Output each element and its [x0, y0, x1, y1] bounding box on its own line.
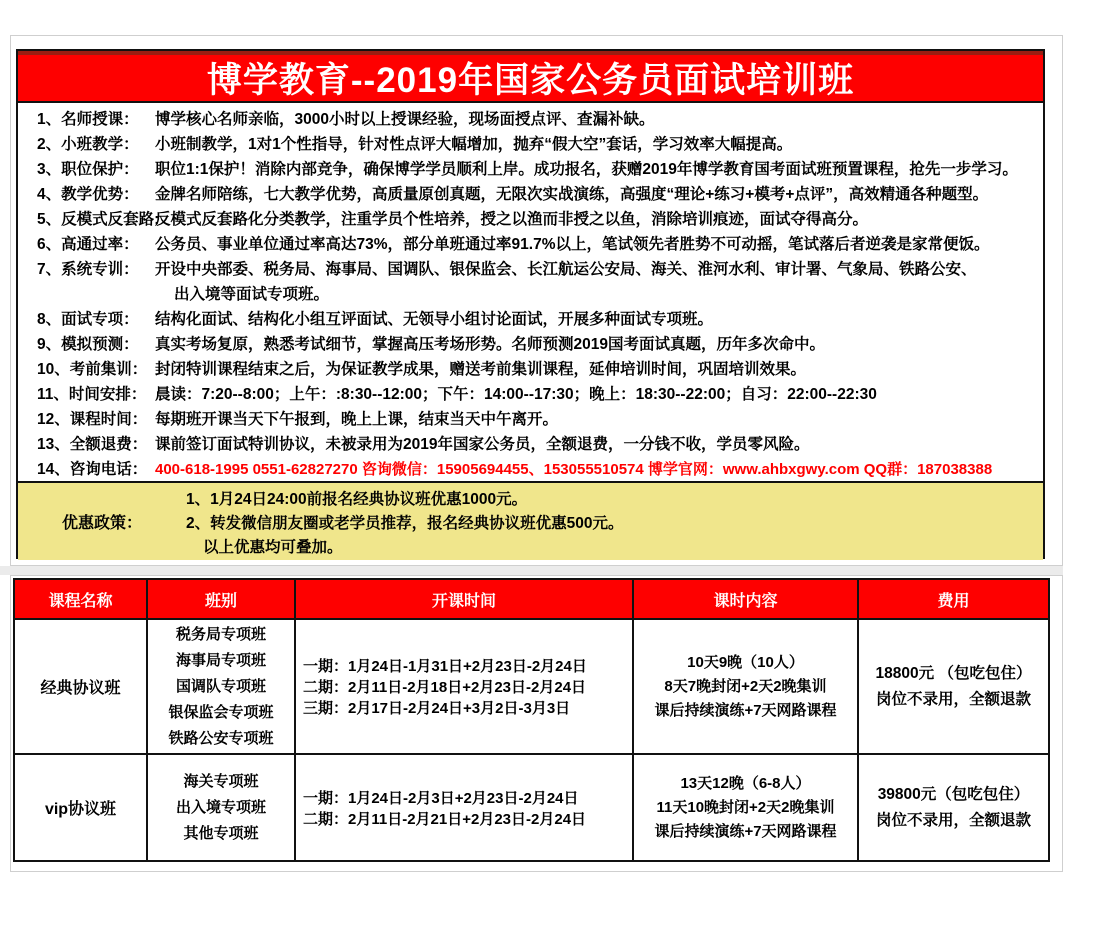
promo-box: [18, 481, 1043, 560]
flyer-sheet: [10, 35, 1063, 566]
feature-label: 3、职位保护：: [37, 161, 139, 178]
feature-text: 结构化面试、结构化小组互评面试、无领导小组讨论面试，开展多种面试专项班。: [155, 311, 714, 328]
feature-text: 晨读：7:20--8:00；上午：:8:30--12:00；下午：14:00--17:30；晚上：18:30--22:00；自习：22:00--22:30: [155, 386, 877, 403]
fee-line: 18800元 （包吃包住）: [875, 664, 1032, 682]
feature-row: [18, 457, 1043, 481]
content-line: 13天12晚（6-8人）: [680, 774, 811, 792]
class-item: 银保监会专项班: [168, 703, 274, 721]
promo-line: 2、转发微信朋友圈或老学员推荐，报名经典协议班优惠500元。: [186, 515, 624, 532]
header-hours-content: 课时内容: [633, 579, 858, 619]
content-line: 11天10晚封闭+2天2晚集训: [656, 798, 835, 816]
fee-line: 岗位不录用，全额退款: [875, 811, 1031, 829]
table-header-row: [14, 579, 1049, 619]
content-line: 课后持续演练+7天网路课程: [654, 701, 837, 719]
feature-text: 开设中央部委、税务局、海事局、国调队、银保监会、长江航运公安局、海关、淮河水利、审计署、气象局、铁路公安、: [155, 261, 977, 278]
period-item: 三期：2月17日-2月24日+3月2日-3月3日: [303, 700, 571, 717]
periods-cell: [295, 754, 633, 861]
feature-row: [18, 157, 1043, 182]
header-class-type: 班别: [147, 579, 295, 619]
feature-label: 8、面试专项：: [37, 311, 139, 328]
feature-label: 5、反模式反套路:: [37, 211, 160, 228]
feature-row: [18, 307, 1043, 332]
feature-text-wrap: 出入境等面试专项班。: [174, 286, 330, 303]
feature-text: 博学核心名师亲临，3000小时以上授课经验，现场面授点评、查漏补缺。: [155, 111, 655, 128]
contact-info: 400-618-1995 0551-62827270 咨询微信：15905694455、153055510574 博学官网：www.ahbxgwy.com QQ群：187038388: [155, 461, 993, 478]
feature-row: [18, 107, 1043, 132]
class-item: 出入境专项班: [175, 798, 266, 816]
feature-label: 2、小班教学：: [37, 136, 139, 153]
feature-label: 11、时间安排：: [37, 386, 147, 403]
feature-text: 公务员、事业单位通过率高达73%，部分单班通过率91.7%以上，笔试领先者胜势不可动摇，笔试落后者逆袭是家常便饭。: [155, 236, 990, 253]
hours-content-cell: [633, 754, 858, 861]
course-table: [13, 578, 1050, 862]
feature-text: 反模式反套路化分类教学，注重学员个性培养，授之以渔而非授之以鱼，消除培训痕迹，面试夺得高分。: [155, 211, 869, 228]
feature-label: 13、全额退费：: [37, 436, 148, 453]
feature-label: 14、咨询电话：: [37, 461, 148, 478]
content-line: 8天7晚封闭+2天2晚集训: [664, 677, 827, 695]
feature-row: [18, 332, 1043, 357]
feature-text: 职位1:1保护！消除内部竞争，确保博学学员顺利上岸。成功报名，获赠2019年博学教育国考面试班预置课程，抢先一步学习。: [155, 161, 1018, 178]
class-list-cell: [147, 754, 295, 861]
promo-label: 优惠政策：: [61, 515, 142, 532]
feature-row: [18, 257, 1043, 282]
feature-text: 金牌名师陪练，七大教学优势，高质量原创真题，无限次实战演练，高强度“理论+练习+模考+点评”，高效精通各种题型。: [155, 186, 989, 203]
class-list-cell: [147, 619, 295, 754]
class-item: 海事局专项班: [175, 651, 266, 669]
feature-text: 课前签订面试特训协议，未被录用为2019年国家公务员，全额退费，一分钱不收，学员零风险。: [155, 436, 810, 453]
feature-label: 9、模拟预测：: [37, 336, 139, 353]
feature-label: 12、课程时间：: [37, 411, 148, 428]
hours-content-cell: [633, 619, 858, 754]
course-name: 经典协议班: [14, 619, 147, 754]
promo-line: 以上优惠均可叠加。: [203, 539, 343, 556]
feature-text: 真实考场复原，熟悉考试细节，掌握高压考场形势。名师预测2019国考面试真题，历年多次命中。: [155, 336, 825, 353]
period-item: 一期：1月24日-2月3日+2月23日-2月24日: [303, 789, 579, 807]
fee-line: 岗位不录用，全额退款: [875, 690, 1031, 708]
feature-text: 封闭特训课程结束之后，为保证教学成果，赠送考前集训课程，延伸培训时间，巩固培训效果。: [155, 361, 807, 378]
feature-label: 10、考前集训：: [37, 361, 148, 378]
feature-text: 小班制教学，1对1个性指导，针对性点评大幅增加，抛弃“假大空”套话，学习效率大幅提高。: [155, 136, 793, 153]
feature-list: [18, 103, 1043, 481]
feature-label: 4、教学优势：: [37, 186, 139, 203]
feature-row: [18, 357, 1043, 382]
feature-label: 7、系统专训：: [37, 261, 139, 278]
title-banner: [18, 51, 1043, 103]
period-item: 一期：1月24日-1月31日+2月23日-2月24日: [303, 658, 587, 675]
flyer-border-box: [16, 49, 1045, 559]
class-item: 税务局专项班: [175, 625, 266, 643]
fee-cell: [858, 754, 1049, 861]
fee-cell: [858, 619, 1049, 754]
table-sheet: [10, 575, 1063, 872]
class-item: 其他专项班: [183, 824, 259, 842]
page-title: 博学教育--2019年国家公务员面试培训班: [206, 61, 855, 100]
feature-text: 每期班开课当天下午报到，晚上上课，结束当天中午离开。: [155, 411, 559, 428]
period-item: 二期：2月11日-2月21日+2月23日-2月24日: [303, 810, 587, 828]
table-row: [14, 619, 1049, 754]
feature-row: [18, 382, 1043, 407]
feature-row: [18, 182, 1043, 207]
feature-row: [18, 132, 1043, 157]
header-start-time: 开课时间: [295, 579, 633, 619]
sheet-gap-strip: [0, 566, 1063, 575]
periods-cell: [295, 619, 633, 754]
class-item: 海关专项班: [183, 772, 259, 790]
fee-line: 39800元（包吃包住）: [877, 785, 1030, 803]
content-line: 10天9晚（10人）: [687, 653, 804, 671]
header-fee: 费用: [858, 579, 1049, 619]
table-row: [14, 754, 1049, 861]
feature-row: [18, 432, 1043, 457]
class-item: 国调队专项班: [175, 677, 266, 695]
promo-line: 1、1月24日24:00前报名经典协议班优惠1000元。: [186, 491, 528, 508]
header-course-name: 课程名称: [14, 579, 147, 619]
course-name: vip协议班: [14, 754, 147, 861]
period-item: 二期：2月11日-2月18日+2月23日-2月24日: [303, 679, 587, 696]
feature-row: [18, 407, 1043, 432]
class-item: 铁路公安专项班: [168, 729, 274, 747]
promo-lines: [186, 483, 1043, 560]
feature-label: 1、名师授课：: [37, 111, 139, 128]
feature-row: [18, 207, 1043, 232]
feature-label: 6、高通过率：: [37, 236, 139, 253]
content-line: 课后持续演练+7天网路课程: [654, 822, 837, 840]
feature-row: [18, 232, 1043, 257]
